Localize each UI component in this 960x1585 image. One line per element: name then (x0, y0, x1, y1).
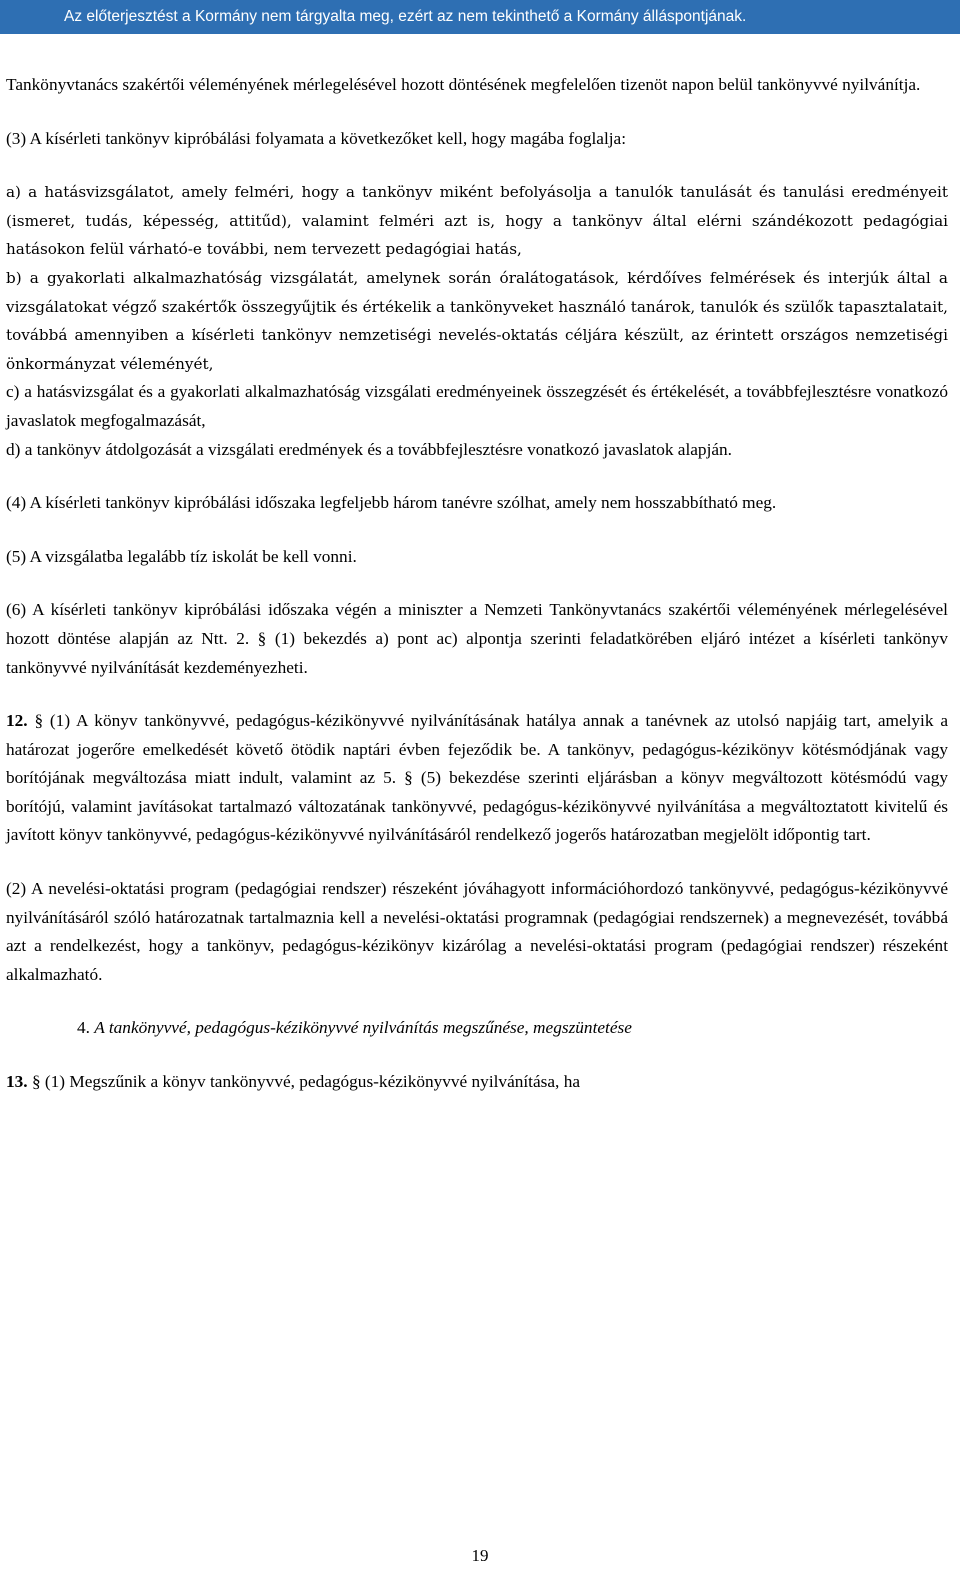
section-13-number: 13. (6, 1072, 28, 1092)
section-12-paragraph-1 (6, 707, 948, 850)
chapter-heading (6, 1014, 948, 1043)
paragraph-4: (4) A kísérleti tankönyv kipróbálási időszaka legfeljebb három tanévre szólhat, amely nem hosszabbítható meg. (6, 493, 777, 513)
section-13-text: § (1) Megszűnik a könyv tankönyvvé, pedagógus-kézikönyvvé nyilvánítása, ha (31, 1072, 581, 1092)
chapter-number: 4. (77, 1018, 90, 1038)
paragraph-3c: c) a hatásvizsgálat és a gyakorlati alkalmazhatóság vizsgálati eredményeinek összegzését és értékelését, a továbbfejlesztésre vonatkozó javaslatok megfogalmazását, (6, 382, 948, 430)
document-body (6, 71, 948, 1097)
paragraph-5: (5) A vizsgálatba legalább tíz iskolát be kell vonni. (6, 546, 357, 566)
section-12-text: § (1) A könyv tankönyvvé, pedagógus-kézikönyvvé nyilvánításának hatálya annak a tanévnek az utolsó napjáig tart, amelyik a határozat jogerőre emelkedését követő ötödik naptári évben fejeződik be. A tankönyv, pedagógus-kézikönyv kötésmódjának vagy borítójának megváltozása miatt indult, valamint az 5. § (5) bekezdése szerinti eljárásban a könyv megváltozott kötésmódú vagy borítójú, valamint javításokat tartalmazó változatának tankönyvvé, pedagógus-kézikönyvvé nyilvánítása a megváltoztatott kivitelű és javított könyv tankönyvvé, pedagógus-kézikönyvvé nyilvánításáról rendelkező jogerős határozatban megjelölt időpontig tart. (6, 711, 948, 845)
paragraph-6: (6) A kísérleti tankönyv kipróbálási időszaka végén a miniszter a Nemzeti Tankönyvtanács szakértői véleményének mérlegelésével hozott döntése alapján az Ntt. 2. § (1) bekezdés a) pont ac) alpontja szerinti feladatkörében eljáró intézet a kísérleti tankönyv tankönyvvé nyilvánítását kezdeményezheti. (6, 600, 948, 677)
draft-notice-banner: Az előterjesztést a Kormány nem tárgyalta meg, ezért az nem tekinthető a Kormány álláspontjának. (0, 0, 960, 34)
section-12-paragraph-2: (2) A nevelési-oktatási program (pedagógiai rendszer) részeként jóváhagyott információhordozó tankönyvvé, pedagógus-kézikönyvvé nyilvánításáról szóló határozatnak tartalmaznia kell a nevelési-oktatási programnak (pedagógiai rendszernek) a megnevezését, továbbá azt a rendelkezést, hogy a tankönyv, pedagógus-kézikönyv kizárólag a nevelési-oktatási program (pedagógiai rendszer) részeként alkalmazható. (6, 879, 948, 984)
section-12-number: 12. (6, 711, 28, 731)
section-13-paragraph-1 (6, 1068, 948, 1097)
page-number: 19 (471, 1546, 489, 1565)
paragraph-3d: d) a tankönyv átdolgozását a vizsgálati eredmények és a továbbfejlesztésre vonatkozó javaslatok alapján. (6, 439, 733, 459)
paragraph-3b: b) a gyakorlati alkalmazhatóság vizsgálatát, amelynek során óralátogatások, kérdőíves felmérések és interjúk által a vizsgálatokat végző szakértők összegyűjtik és értékelik a tankönyveket használó tanárok, tanulók és szülők tapasztalatait, továbbá amennyiben a kísérleti tankönyv nemzetiségi nevelés-oktatás céljára készült, az érintett országos nemzetiségi önkormányzat véleményét, (6, 268, 948, 373)
paragraph-3a: a) a hatásvizsgálatot, amely felméri, hogy a tankönyv miként befolyásolja a tanulók tanulását és tanulási eredményeit (ismeret, tudás, képesség, attitűd), valamint felméri azt is, hogy a tankönyv által elérni szándékozott pedagógiai hatásokon felül várható-e további, nem tervezett pedagógiai hatás, (6, 183, 948, 259)
paragraph-3: (3) A kísérleti tankönyv kipróbálási folyamata a következőket kell, hogy magába foglalja: (6, 128, 627, 148)
paragraph-continuation: Tankönyvtanács szakértői véleményének mérlegelésével hozott döntésének megfelelően tizenöt napon belül tankönyvvé nyilvánítja. (6, 75, 921, 94)
chapter-title: A tankönyvvé, pedagógus-kézikönyvvé nyilvánítás megszűnése, megszüntetése (94, 1018, 632, 1038)
